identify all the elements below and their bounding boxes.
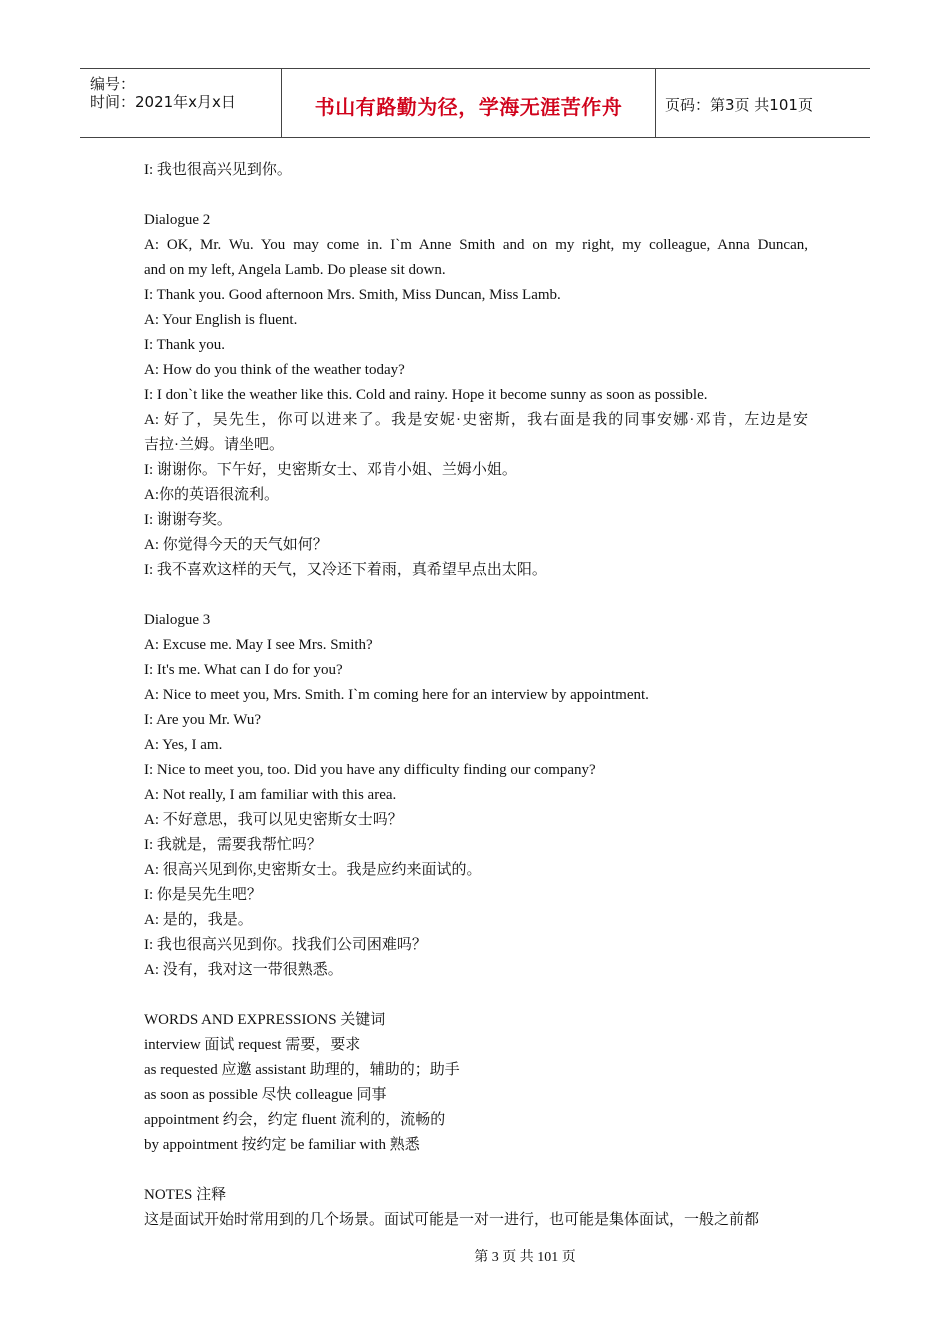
blank-line <box>144 983 808 1008</box>
header-middle-cell <box>281 69 656 137</box>
text-line: by appointment 按约定 be familiar with 熟悉 <box>144 1137 420 1153</box>
document-body <box>144 158 808 1233</box>
text-line: A: 好了，吴先生，你可以进来了。我是安妮·史密斯，我右面是我的同事安娜·邓肯，左边是安 <box>144 412 808 428</box>
text-line: I: 我也很高兴见到你。找我们公司困难吗？ <box>144 937 427 953</box>
page-footer: 第 3 页 共 101 页 <box>474 1250 576 1265</box>
document-number-label: 编号： <box>90 75 136 93</box>
text-line: I: 我就是，需要我帮忙吗？ <box>144 837 322 853</box>
text-line: 吉拉·兰姆。请坐吧。 <box>144 437 284 453</box>
document-header <box>80 68 870 138</box>
text-line: appointment 约会，约定 fluent 流利的，流畅的 <box>144 1112 446 1128</box>
header-page-info: 页码：第3页 共101页 <box>665 96 813 114</box>
text-line: A: OK, Mr. Wu. You may come in. I`m Anne Smith and on my right, my colleague, Anna Duncan, <box>144 237 808 253</box>
text-line: A: Yes, I am. <box>144 737 223 753</box>
text-line: A: 你觉得今天的天气如何？ <box>144 537 328 553</box>
text-line: A:你的英语很流利。 <box>144 487 280 503</box>
text-line: I: 谢谢夸奖。 <box>144 512 232 528</box>
text-line: I: Thank you. Good afternoon Mrs. Smith, Miss Duncan, Miss Lamb. <box>144 287 561 303</box>
header-right-cell <box>655 69 870 137</box>
text-line: Dialogue 2 <box>144 212 211 228</box>
text-line: I: Are you Mr. Wu? <box>144 712 262 728</box>
text-line: 这是面试开始时常用到的几个场景。面试可能是一对一进行，也可能是集体面试，一般之前都 <box>144 1212 760 1228</box>
blank-line <box>144 183 808 208</box>
text-line: interview 面试 request 需要，要求 <box>144 1037 361 1053</box>
document-date-label: 时间：2021年x月x日 <box>90 93 236 111</box>
blank-line <box>144 1158 808 1183</box>
text-line: as soon as possible 尽快 colleague 同事 <box>144 1087 387 1103</box>
text-line: and on my left, Angela Lamb. Do please sit down. <box>144 262 446 278</box>
header-left-cell <box>80 69 281 137</box>
text-line: A: 很高兴见到你,史密斯女士。我是应约来面试的。 <box>144 862 482 878</box>
text-line: I: Thank you. <box>144 337 225 353</box>
text-line: Dialogue 3 <box>144 612 211 628</box>
blank-line <box>144 583 808 608</box>
text-line: A: 是的，我是。 <box>144 912 253 928</box>
text-line: A: Excuse me. May I see Mrs. Smith? <box>144 637 373 653</box>
text-line: I: Nice to meet you, too. Did you have any difficulty finding our company? <box>144 762 596 778</box>
text-line: A: Not really, I am familiar with this area. <box>144 787 397 803</box>
header-motto: 书山有路勤为径，学海无涯苦作舟 <box>314 95 623 119</box>
text-line: A: 没有，我对这一带很熟悉。 <box>144 962 343 978</box>
text-line: as requested 应邀 assistant 助理的，辅助的；助手 <box>144 1062 460 1078</box>
text-line: NOTES 注释 <box>144 1187 227 1203</box>
text-line: WORDS AND EXPRESSIONS 关键词 <box>144 1012 386 1028</box>
text-line: I: It's me. What can I do for you? <box>144 662 343 678</box>
text-line: I: 我不喜欢这样的天气，又冷还下着雨，真希望早点出太阳。 <box>144 562 547 578</box>
text-line: A: Your English is fluent. <box>144 312 298 328</box>
text-line: I: 我也很高兴见到你。 <box>144 162 292 178</box>
text-line: I: I don`t like the weather like this. Cold and rainy. Hope it become sunny as soon as possible. <box>144 387 708 403</box>
text-line: A: 不好意思，我可以见史密斯女士吗？ <box>144 812 403 828</box>
text-line: I: 谢谢你。下午好，史密斯女士、邓肯小姐、兰姆小姐。 <box>144 462 517 478</box>
text-line: A: Nice to meet you, Mrs. Smith. I`m coming here for an interview by appointment. <box>144 687 649 703</box>
text-line: I: 你是吴先生吧？ <box>144 887 262 903</box>
text-line: A: How do you think of the weather today? <box>144 362 405 378</box>
